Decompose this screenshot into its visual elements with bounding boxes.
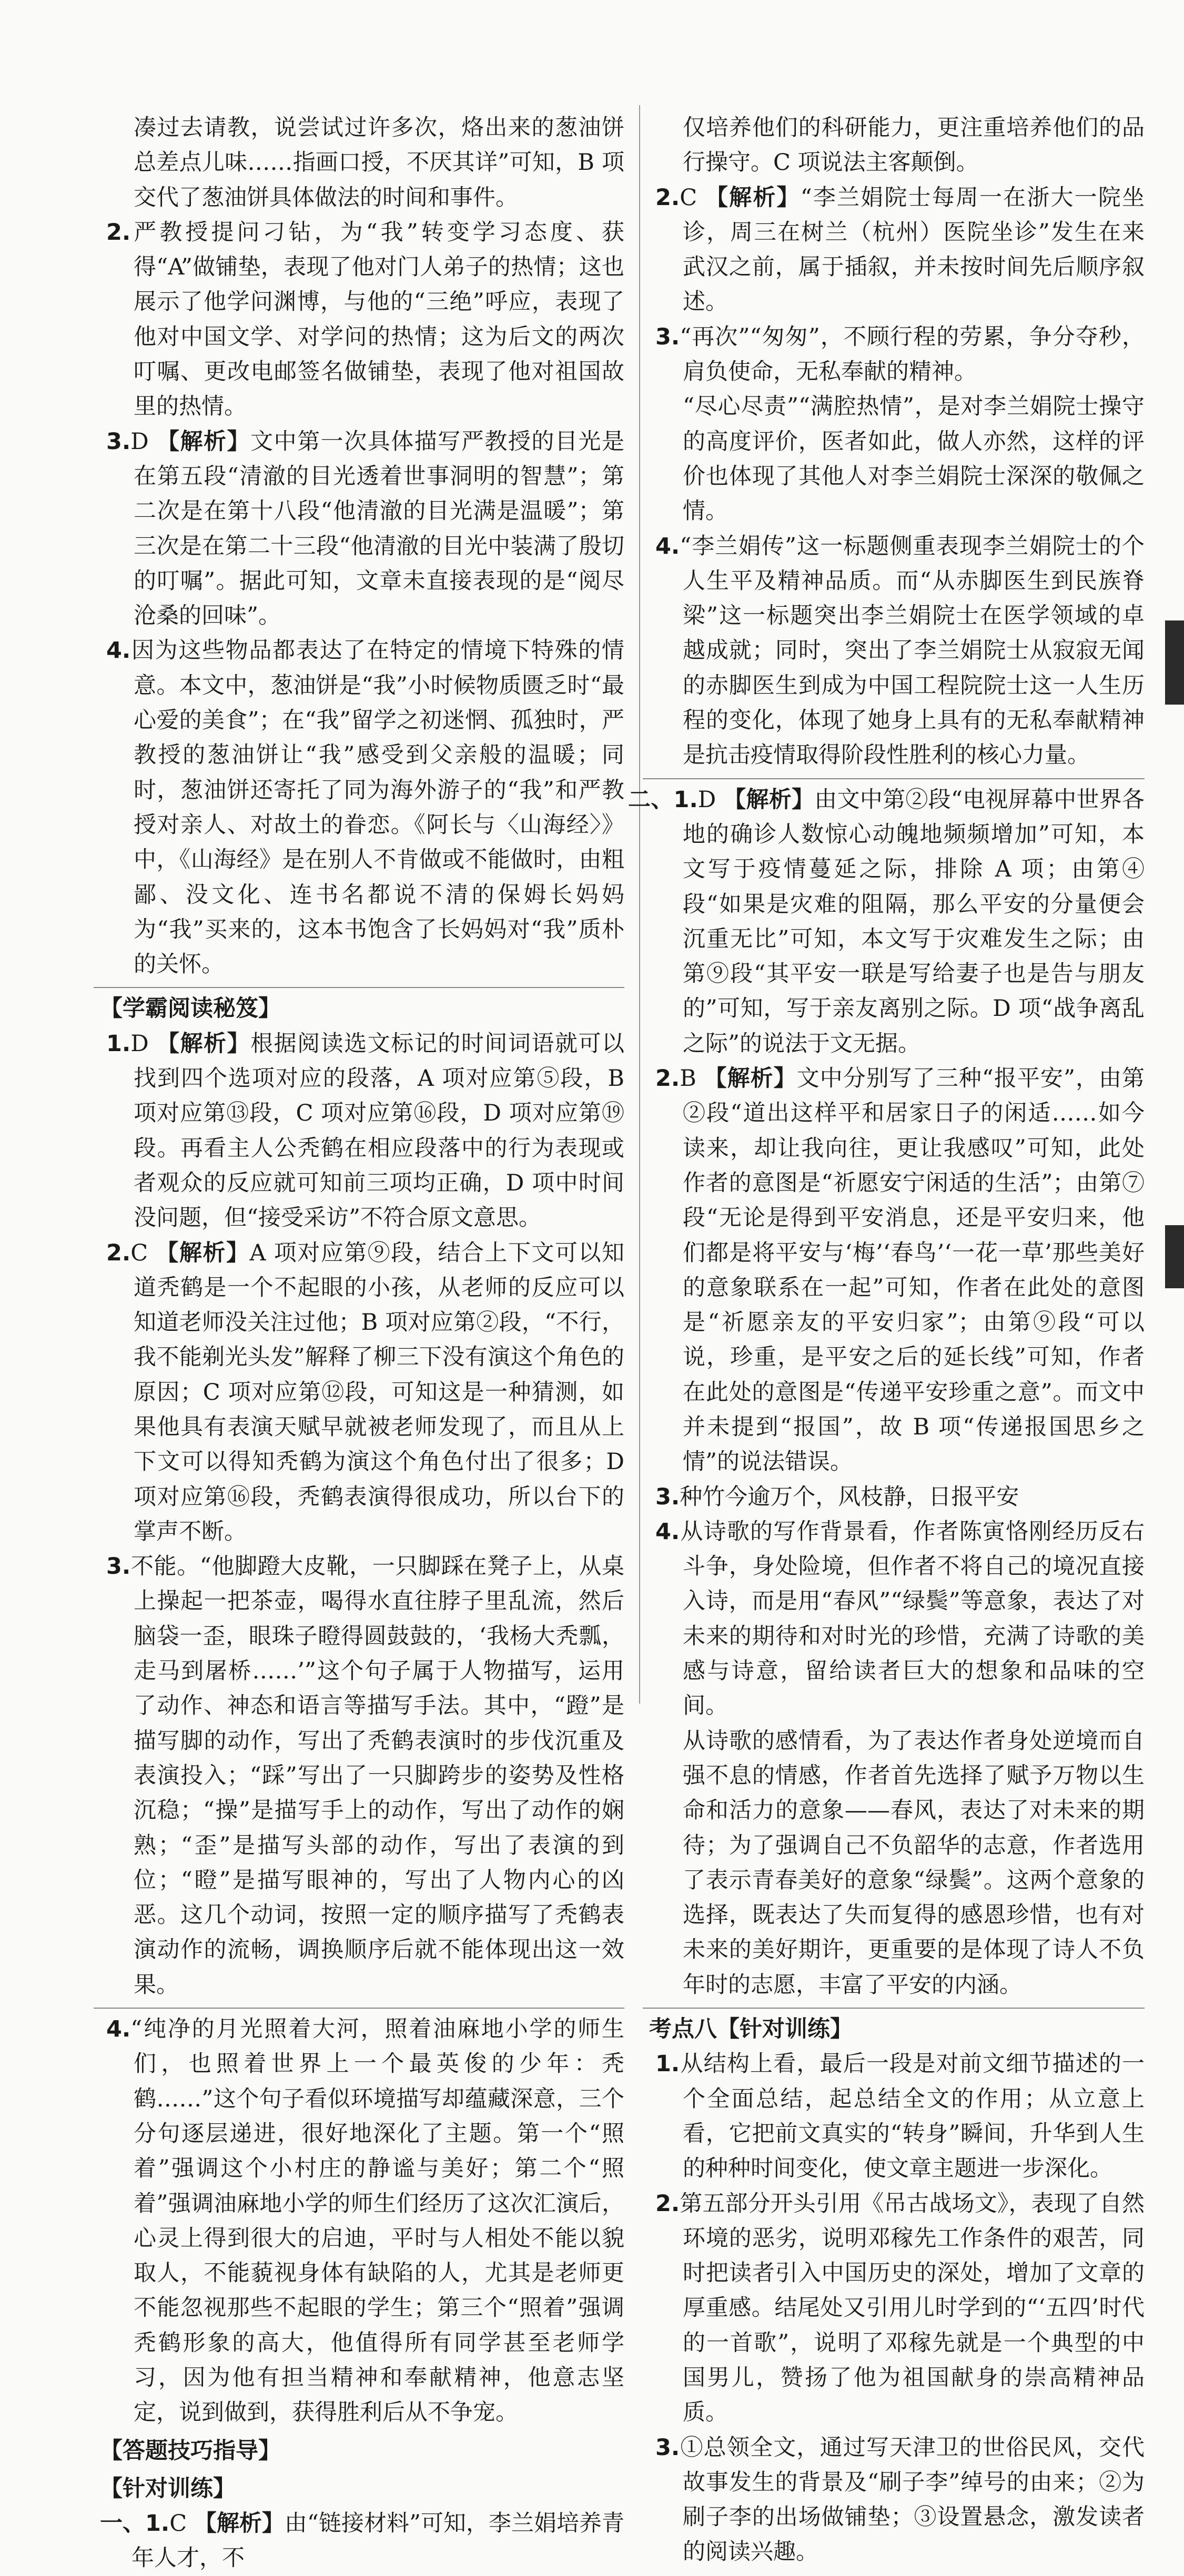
answer-s2 <box>655 1061 1145 1480</box>
item-number: 4. <box>655 533 680 559</box>
answer-choice: D <box>697 786 716 813</box>
answer-text: 由“链接材料”可知，李兰娟培养青年人才，不 <box>131 2510 625 2572</box>
answer-text: “李兰娟院士每周一在浙大一院坐诊，周三在树兰（杭州）医院坐诊”发生在来武汉之前，属于插叙，并未按时间先后顺序叙述。 <box>683 184 1145 315</box>
answer-choice: D <box>130 428 149 455</box>
paragraph: 凑过去请教，说尝试过许多次，烙出来的葱油饼总差点儿味……指画口授，不厌其详”可知，B 项交代了葱油饼具体做法的时间和事件。 <box>134 115 624 211</box>
page-edge-shadow <box>1165 1225 1184 1288</box>
item-number: 2. <box>106 1239 131 1266</box>
analysis-tag: 【解析】 <box>156 1239 250 1266</box>
answer-text: 不能。“他脚蹬大皮靴，一只脚踩在凳子上，从桌上操起一把茶壶，喝得水直往脖子里乱流，然后脑袋一歪，眼珠子瞪得圆鼓鼓的，‘我杨大秃瓢，走马到屠桥……’”这个句子属于人物描写，运用了动作、神态和语言等描写手法。其中，“蹬”是描写脚的动作，写出了秃鹤表演时的步伐沉重及表演投入；“踩”写出了一只脚跨步的姿势及性格沉稳；“操”是描写手上的动作，写出了动作的娴熟；“歪”是描写头部的动作，写出了表演的到位；“瞪”是描写眼神的，写出了人物内心的凶恶。这几个动词，按照一定的顺序描写了秃鹤表演动作的流畅，调换顺序后就不能体现出这一效果。 <box>130 1553 624 1998</box>
left-column <box>100 110 625 2576</box>
answer-text: “李兰娟传”这一标题侧重表现李兰娟院士的个人生平及精神品质。而“从赤脚医生到民族脊梁”这一标题突出李兰娟院士在医学领域的卓越成就；同时，突出了李兰娟院士从寂寂无闻的赤脚医生到成为中国工程院院士这一人生历程的变化，体现了她身上具有的无私奉献精神是抗击疫情取得阶段性胜利的核心力量。 <box>680 533 1145 769</box>
item-number: 一、1. <box>100 2510 170 2537</box>
answer-text: “纯净的月光照着大河，照着油麻地小学的师生们，也照着世界上一个最英俊的少年：秃鹤……”这个句子看似环境描写却蕴藏深意，三个分句逐层递进，很好地深化了主题。第一个“照着”强调这个小村庄的静谧与美好；第二个“照着”强调油麻地小学的师生们经历了这次汇演后，心灵上得到很大的启迪，平时与人相处不能以貌取人，不能藐视身体有缺陷的人，尤其是老师更不能忽视那些不起眼的学生；第三个“照着”强调秃鹤形象的高大，他值得所有同学甚至老师学习，因为他有担当精神和奉献精神，他意志坚定，说到做到，获得胜利后从不争宠。 <box>130 2016 624 2426</box>
answer-c1 <box>100 2506 624 2576</box>
section-heading: 【针对训练】 <box>100 2475 236 2502</box>
answer-choice: B <box>680 1065 696 1092</box>
answer-r2 <box>655 180 1145 320</box>
item-number: 3. <box>106 428 131 455</box>
item-number: 2. <box>106 219 131 246</box>
answer-text: 文中分别写了三种“报平安”，由第②段“道出这样平和居家日子的闲适……如今读来，却让我向往，更让我感叹”可知，此处作者的意图是“祈愿安宁闲适的生活”；由第⑦段“无论是得到平安消息，还是平安归来，他们都是将平安与‘梅’‘春鸟’‘一花一草’那些美好的意象联系在一起”可知，作者在此处的意图是“祈愿亲友的平安归家”；由第⑨段“可以说，珍重，是平安之后的延长线”可知，作者在此处的意图是“传递平安珍重之意”。而文中并未提到“报国”，故 B 项“传递报国思乡之情”的说法错误。 <box>683 1065 1145 1475</box>
answer-s4-continued: 从诗歌的感情看，为了表达作者身处逆境而自强不息的情感，作者首先选择了赋予万物以生命和活力的意象——春风，表达了对未来的期待；为了强调自己不负韶华的志意，作者选用了表示青春美好的意象“绿鬓”。这两个意象的选择，既表达了失而复得的感恩珍惜，也有对未来的美好期许，更重要的是体现了诗人不负年时的志愿，丰富了平安的内涵。 <box>683 1727 1145 1998</box>
analysis-tag: 【解析】 <box>723 786 815 813</box>
section-separator <box>94 987 624 988</box>
answer-3 <box>106 424 624 634</box>
item-number: 4. <box>655 1518 680 1545</box>
answer-r4 <box>655 529 1145 773</box>
answer-text: 从结构上看，最后一段是对前文细节描述的一个全面总结，起总结全文的作用；从立意上看，它把前文真实的“转身”瞬间，升华到人生的种种时间变化，使文章主题进一步深化。 <box>680 2051 1145 2182</box>
answer-s4 <box>655 1514 1145 1724</box>
answer-r3-continued: “尽心尽责”“满腔热情”，是对李兰娟院士操守的高度评价，医者如此，做人亦然，这样的评价也体现了其他人对李兰娟院士深深的敬佩之情。 <box>683 393 1145 525</box>
item-number: 1. <box>655 2051 680 2078</box>
item-number: 3. <box>655 323 680 350</box>
item-number: 4. <box>106 637 131 664</box>
answer-s3 <box>655 1480 1145 1514</box>
answer-b2 <box>106 1236 624 1550</box>
answer-t2 <box>655 2186 1145 2430</box>
item-number: 1. <box>106 1030 131 1057</box>
answer-t3 <box>655 2430 1145 2570</box>
item-number: 4. <box>106 2016 131 2043</box>
answer-4 <box>106 633 624 982</box>
analysis-tag: 【解析】 <box>156 428 251 455</box>
answer-r3 <box>655 320 1145 390</box>
page-edge-shadow <box>1165 620 1184 705</box>
analysis-tag: 【解析】 <box>194 2510 285 2537</box>
item-number: 3. <box>655 1483 680 1510</box>
answer-text: 第五部分开头引用《吊古战场文》，表现了自然环境的恶劣，说明邓稼先工作条件的艰苦，同时把读者引入中国历史的深处，增加了文章的厚重感。结尾处又引用儿时学到的“‘五四’时代的一首歌”，说明了邓稼先就是一个典型的中国男儿，赞扬了他为祖国献身的崇高精神品质。 <box>680 2190 1145 2426</box>
answer-text: ①总领全文，通过写天津卫的世俗民风，交代故事发生的背景及“刷子李”绰号的由来；②为刷子李的出场做铺垫；③设置悬念，激发读者的阅读兴趣。 <box>680 2434 1145 2565</box>
answer-text: 因为这些物品都表达了在特定的情境下特殊的情意。本文中，葱油饼是“我”小时候物质匮乏时“最心爱的美食”；在“我”留学之初迷惘、孤独时，严教授的葱油饼让“我”感受到父亲般的温暖；同时，葱油饼还寄托了同为海外游子的“我”和严教授对亲人、对故土的眷恋。《阿长与〈山海经〉》中，《山海经》是在别人不肯做或不能做时，由粗鄙、没文化、连书名都说不清的保姆长妈妈为“我”买来的，这本书饱含了长妈妈对“我”质朴的关怀。 <box>130 637 624 978</box>
answer-text: 根据阅读选文标记的时间词语就可以找到四个选项对应的段落，A 项对应第⑤段，B 项对应第⑬段，C 项对应第⑯段，D 项对应第⑲段。再看主人公秃鹤在相应段落中的行为表现或者观众的反应就可知前三项均正确，D 项中时间没问题，但“接受采访”不符合原文意思。 <box>134 1030 625 1231</box>
item-number: 2. <box>655 184 680 211</box>
answer-t1 <box>655 2046 1145 2186</box>
answer-text: 种竹今逾万个，风枝静，日报平安 <box>680 1483 1019 1510</box>
answer-b4 <box>106 2012 624 2430</box>
section-heading: 【学霸阅读秘笈】 <box>100 995 281 1022</box>
answer-choice: C <box>130 1239 148 1266</box>
section-heading: 【答题技巧指导】 <box>100 2437 281 2464</box>
analysis-tag: 【解析】 <box>705 184 801 211</box>
item-number: 2. <box>655 1065 680 1092</box>
item-number: 二、1. <box>628 786 698 813</box>
right-column <box>628 110 1145 2570</box>
answer-b3 <box>106 1549 624 2002</box>
item-number: 2. <box>655 2190 680 2217</box>
section-separator <box>94 2008 624 2009</box>
paragraph: 仅培养他们的科研能力，更注重培养他们的品行操守。C 项说法主客颠倒。 <box>683 115 1145 176</box>
section-separator <box>643 778 1145 779</box>
answer-2 <box>106 215 624 424</box>
answer-text: 文中第一次具体描写严教授的目光是在第五段“清澈的目光透着世事洞明的智慧”；第二次是在第十八段“他清澈的目光满是温暖”；第三次是在第二十三段“他清澈的目光中装满了殷切的叮嘱”。据此可知，文章未直接表现的是“阅尽沧桑的回味”。 <box>134 428 625 629</box>
analysis-tag: 【解析】 <box>704 1065 797 1092</box>
item-number: 3. <box>106 1553 131 1580</box>
answer-text: 从诗歌的写作背景看，作者陈寅恪刚经历反右斗争，身处险境，但作者不将自己的境况直接入诗，而是用“春风”“绿鬓”等意象，表达了对未来的期待和对时光的珍惜，充满了诗歌的美感与诗意，留给读者巨大的想象和品味的空间。 <box>680 1518 1145 1719</box>
answer-text: “再次”“匆匆”，不顾行程的劳累，争分夺秒，肩负使命，无私奉献的精神。 <box>680 323 1145 385</box>
answer-s1 <box>628 782 1145 1061</box>
answer-choice: D <box>130 1030 149 1057</box>
answer-text: A 项对应第⑨段，结合上下文可以知道秃鹤是一个不起眼的小孩，从老师的反应可以知道老师没关注过他；B 项对应第②段，“不行，我不能剃光头发”解释了柳三下没有演这个角色的原因；C 项对应第⑫段，可知这是一种猜测，如果他具有表演天赋早就被老师发现了，而且从上下文可以得知秃鹤为演这个角色付出了很多；D 项对应第⑯段，秃鹤表演得很成功，所以台下的掌声不断。 <box>134 1239 625 1545</box>
section-separator <box>643 2008 1145 2009</box>
section-heading: 考点八【针对训练】 <box>649 2016 853 2043</box>
answer-text: 由文中第②段“电视屏幕中世界各地的确诊人数惊心动魄地频频增加”可知，本文写于疫情蔓延之际，排除 A 项；由第④段“如果是灾难的阻隔，那么平安的分量便会沉重无比”可知，本文写于灾难发生之际；由第⑨段“其平安一联是写给妻子也是告与朋友的”可知，写于亲友离别之际。D 项“战争离乱之际”的说法于文无据。 <box>683 786 1145 1057</box>
analysis-tag: 【解析】 <box>156 1030 251 1057</box>
answer-choice: C <box>169 2510 187 2537</box>
item-number: 3. <box>655 2434 680 2461</box>
answer-b1 <box>106 1026 624 1236</box>
answer-choice: C <box>680 184 697 211</box>
answer-text: 严教授提问刁钻，为“我”转变学习态度、获得“A”做铺垫，表现了他对门人弟子的热情；这也展示了他学问渊博，与他的“三绝”呼应，表现了他对中国文学、对学问的热情；这为后文的两次叮嘱、更改电邮签名做铺垫，表现了他对祖国故里的热情。 <box>130 219 624 420</box>
